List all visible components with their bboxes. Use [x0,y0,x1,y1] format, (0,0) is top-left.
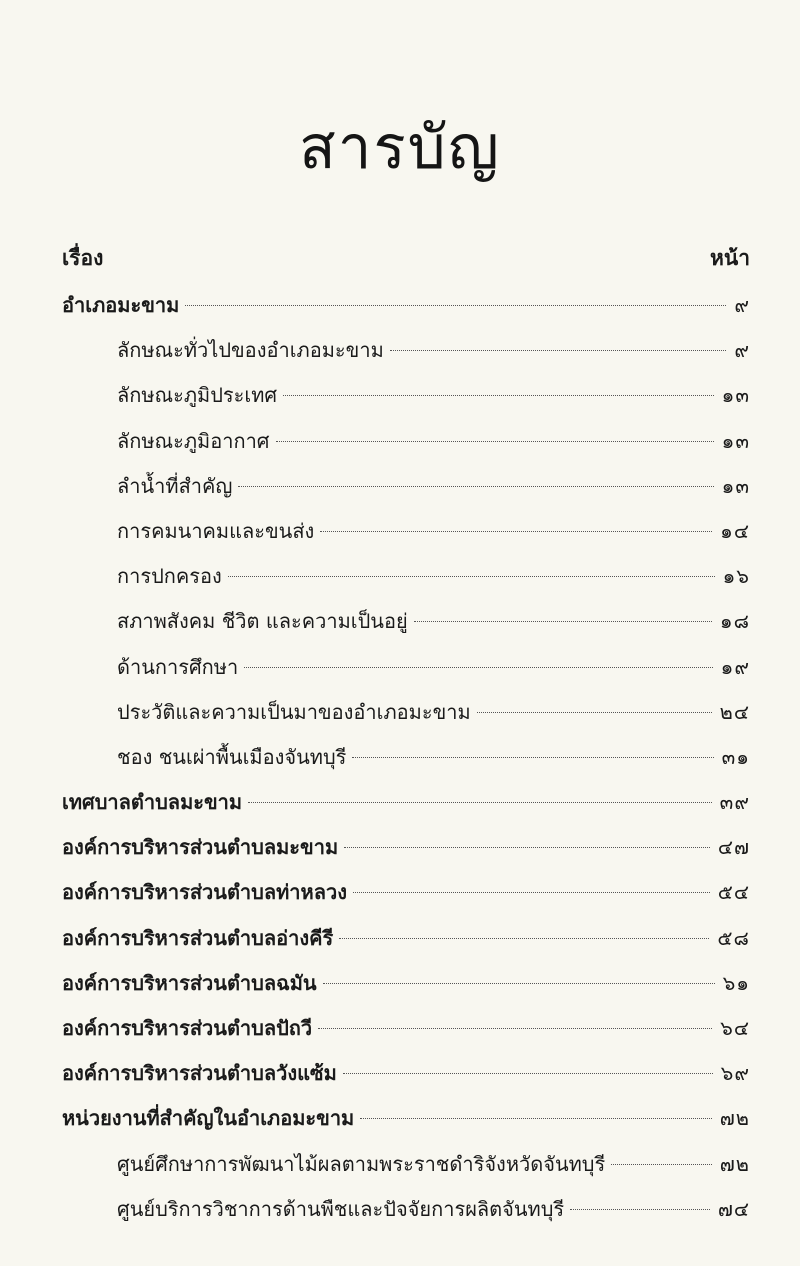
dot-leader [353,892,710,893]
toc-entry-page-number: ๑๓ [721,473,750,498]
toc-entry-page-number: ๑๔ [720,518,750,543]
toc-entry-label: ประวัติและความเป็นมาของอำเภอมะขาม [117,699,471,724]
toc-entry [62,645,750,690]
dot-leader [323,983,715,984]
toc-entry-page-number: ๖๔ [720,1016,750,1040]
dot-leader [343,1073,713,1074]
toc-entry-page-number: ๓๙ [719,790,750,815]
toc-entry-page-number: ๑๙ [720,654,750,679]
toc-entry [62,690,750,735]
toc-entry-label: องค์การบริหารส่วนตำบลวังแซ้ม [62,1061,337,1086]
toc-entry-label: ลำน้ำที่สำคัญ [117,473,233,498]
toc-entry-label: หน่วยงานที่สำคัญในอำเภอมะขาม [62,1106,355,1131]
toc-entry [62,735,750,780]
toc-entry-label: ลักษณะภูมิประเทศ [117,383,278,408]
toc-entry [62,509,750,554]
dot-leader [360,1118,712,1119]
toc-entry [62,916,750,961]
toc-entry-label: ลักษณะภูมิอากาศ [117,428,270,453]
toc-entry-label: ด้านการศึกษา [117,654,239,679]
toc-entry [62,554,750,599]
dot-leader [283,395,714,396]
toc-entry [62,1142,750,1187]
toc-entry-label: องค์การบริหารส่วนตำบลอ่างคีรี [62,925,334,950]
dot-leader [185,305,726,306]
toc-entry [62,1096,750,1141]
toc-entry [62,825,750,870]
dot-leader [414,621,712,622]
dot-leader [344,847,710,848]
toc-entry-label: เทศบาลตำบลมะขาม [62,790,243,815]
toc-entry [62,283,750,328]
dot-leader [276,441,714,442]
page-column-header: หน้า [710,246,750,270]
toc-entry-page-number: ๒๔ [719,699,750,724]
toc-entry [62,780,750,825]
dot-leader [390,350,727,351]
toc-entry [62,1187,750,1232]
toc-entry-label: องค์การบริหารส่วนตำบลมะขาม [62,835,339,860]
toc-entry-label: สภาพสังคม ชีวิต และความเป็นอยู่ [117,609,408,634]
page-title: สารบัญ [299,113,501,183]
toc-entry-label: อำเภอมะขาม [62,293,180,317]
toc-entry-page-number: ๑๓ [721,383,750,408]
toc-entry-label: ศูนย์บริการวิชาการด้านพืชและปัจจัยการผลิตจันทบุรี [117,1196,565,1221]
dot-leader [228,576,715,577]
toc-entry [62,1051,750,1096]
toc-entry-page-number: ๕๔ [717,880,750,905]
toc-entry-page-number: ๗๔ [717,1196,750,1221]
dot-leader [339,938,709,939]
toc-entry [62,328,750,373]
dot-leader [477,712,712,713]
toc-entry-label: องค์การบริหารส่วนตำบลฉมัน [62,970,317,995]
toc-entry-label: การคมนาคมและขนส่ง [117,518,315,543]
toc-entry [62,870,750,915]
toc-entry [62,961,750,1006]
dot-leader [611,1164,712,1165]
toc-list [62,283,750,1232]
toc-entry-page-number: ๑๖ [722,564,750,589]
toc-entry-page-number: ๕๘ [717,925,750,950]
toc-entry-page-number: ๔๗ [717,835,750,860]
topic-column-header: เรื่อง [62,246,104,270]
toc-entry-page-number: ๑๓ [721,428,750,453]
toc-header [62,242,750,276]
dot-leader [244,667,712,668]
dot-leader [352,757,713,758]
toc-entry-page-number: ๑๘ [719,609,750,634]
toc-entry-label: องค์การบริหารส่วนตำบลท่าหลวง [62,880,347,905]
toc-entry-page-number: ๖๑ [722,970,750,995]
toc-entry-label: การปกครอง [117,564,222,589]
toc-entry [62,464,750,509]
dot-leader [318,1028,712,1029]
toc-entry-page-number: ๗๒ [719,1151,750,1176]
toc-entry-page-number: ๓๑ [721,744,750,769]
toc-entry [62,599,750,644]
toc-entry-label: องค์การบริหารส่วนตำบลปัถวี [62,1016,313,1040]
dot-leader [570,1209,710,1210]
toc-entry-label: ลักษณะทั่วไปของอำเภอมะขาม [117,338,384,363]
toc-entry-label: ศูนย์ศึกษาการพัฒนาไม้ผลตามพระราชดำริจังหวัดจันทบุรี [117,1151,606,1176]
dot-leader [238,486,713,487]
toc-entry-page-number: ๙ [734,338,750,363]
toc-entry-page-number: ๖๙ [720,1061,750,1086]
toc-entry [62,1006,750,1051]
toc-entry [62,419,750,464]
toc-entry-page-number: ๙ [734,293,750,317]
toc-entry-page-number: ๗๒ [719,1106,750,1131]
toc-entry [62,373,750,418]
dot-leader [248,802,712,803]
dot-leader [320,531,712,532]
toc-entry-label: ชอง ชนเผ่าพื้นเมืองจันทบุรี [117,744,347,769]
